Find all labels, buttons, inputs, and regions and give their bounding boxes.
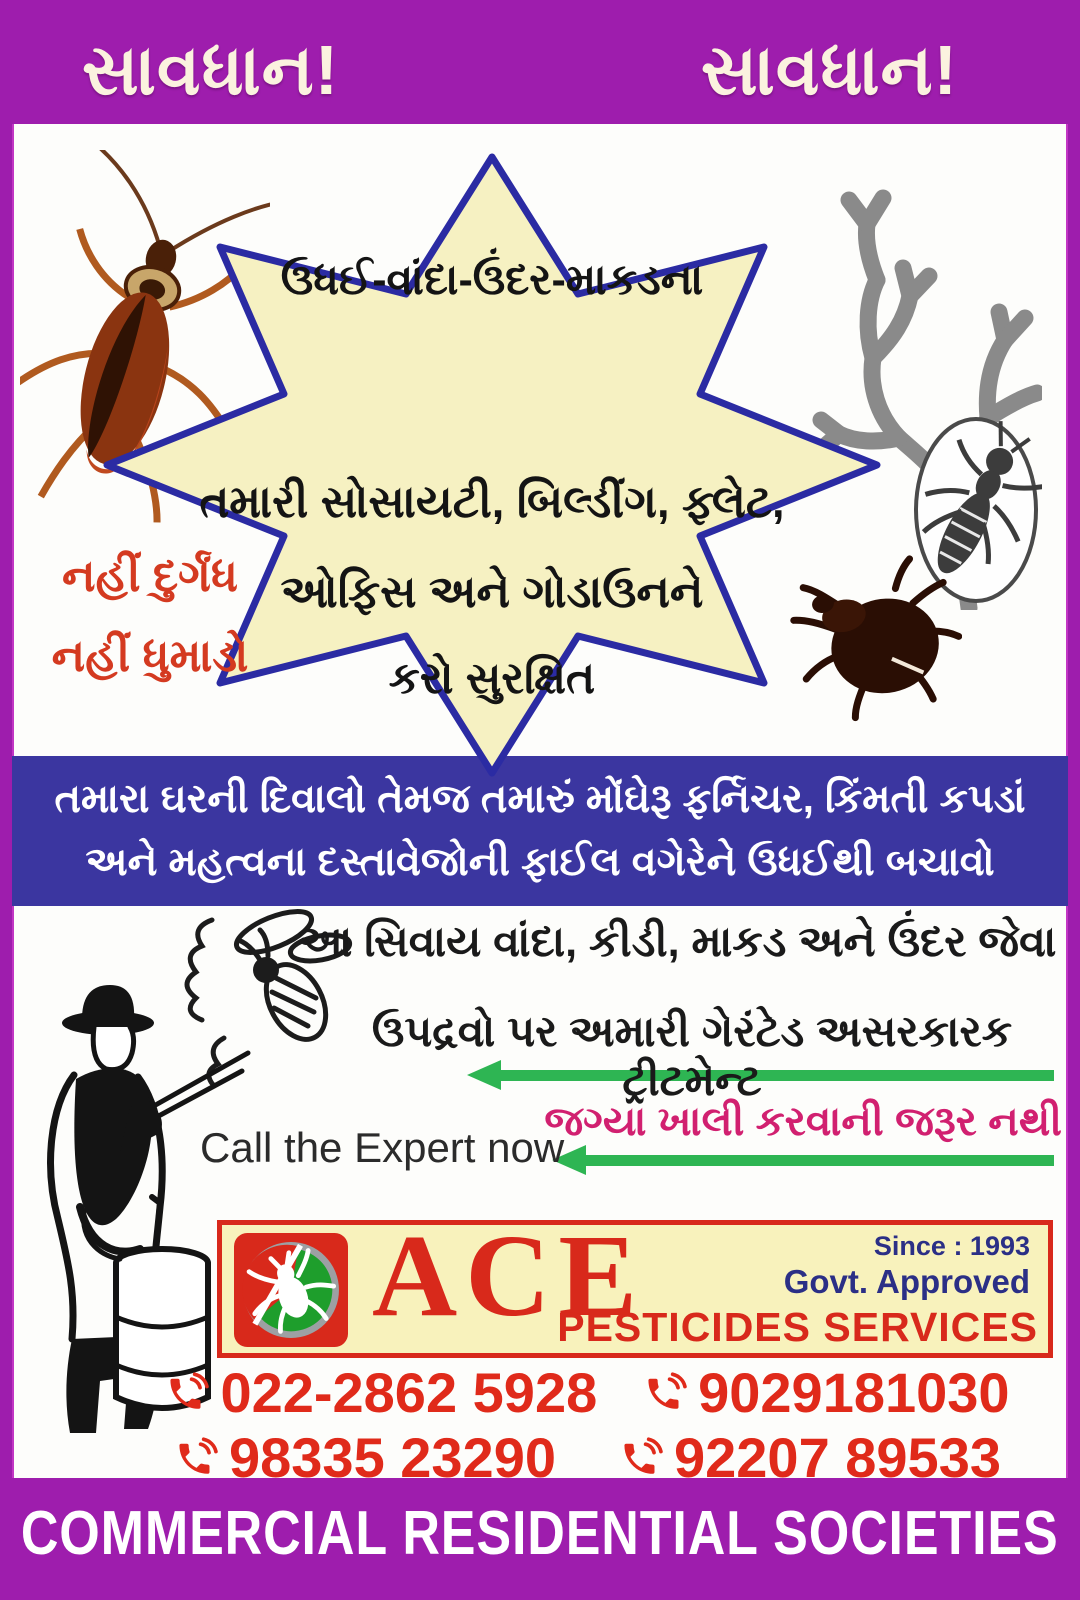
no-vacate-note: જગ્યા ખાલી કરવાની જરૂર નથી xyxy=(544,1098,1062,1144)
band-line-2: અને મહત્વના દસ્તાવેજોની ફાઈલ વગેરેને ઉધઈથી બચાવો xyxy=(85,839,995,884)
arrow-bar xyxy=(586,1155,1054,1166)
brand-services-label: PESTICIDES SERVICES xyxy=(557,1304,1038,1350)
star-line-protect: કરો સુરક્ષિત xyxy=(388,654,596,703)
phone-receiver-icon xyxy=(642,1370,688,1416)
brand-name: ACE xyxy=(372,1210,646,1341)
warning-text-left: સાવધાન! xyxy=(82,31,340,109)
phone-number: 92207 89533 xyxy=(673,1426,1001,1489)
footer-band xyxy=(12,1478,1068,1588)
bug-in-circle-icon xyxy=(234,1233,348,1347)
star-headline-pests: ઉધઈ-વાંદા-ઉંદર-માકડના xyxy=(280,256,704,304)
warning-text-right: સાવધાન! xyxy=(700,31,958,109)
call-expert-text: Call the Expert now xyxy=(200,1124,565,1171)
footer-text: COMMERCIAL RESIDENTIAL SOCIETIES xyxy=(21,1498,1059,1568)
phone-number: 98335 23290 xyxy=(228,1426,556,1489)
green-arrow-bottom xyxy=(552,1145,1054,1175)
phone-entry xyxy=(642,1360,1009,1425)
phone-row-2 xyxy=(142,1425,1032,1490)
phone-entry xyxy=(173,1425,556,1490)
guaranteed-treatment-line: ઉપદ્રવો પર અમારી ગેરંટેડ અસરકારક ટ્રીટમેન્ટ xyxy=(371,1008,1013,1105)
phone-number: 9029181030 xyxy=(698,1361,1010,1424)
brand-approved: Govt. Approved xyxy=(783,1263,1030,1300)
brand-since: Since : 1993 xyxy=(873,1231,1030,1261)
contact-numbers xyxy=(142,1360,1032,1488)
band-line-1: તમારા ઘરની દિવાલો તેમજ તમારું મોંઘેરૂ ફર્નિચર, કિંમતી કપડાં xyxy=(54,777,1026,822)
phone-receiver-icon xyxy=(618,1435,664,1481)
phone-receiver-icon xyxy=(164,1370,210,1416)
no-smoke-line: નહીં ધુમાડો xyxy=(51,630,249,681)
phone-entry xyxy=(618,1425,1001,1490)
brand-box xyxy=(217,1210,1053,1358)
phone-row-1 xyxy=(142,1360,1032,1425)
phone-receiver-icon xyxy=(173,1435,219,1481)
phone-entry xyxy=(164,1360,597,1425)
header-warning-band xyxy=(12,12,1068,124)
other-pests-line: આ સિવાય વાંદા, કીડી, માકડ અને ઉંદર જેવા xyxy=(297,918,1057,966)
star-line-society: તમારી સોસાયટી, બિલ્ડીંગ, ફ્લેટ, xyxy=(199,476,785,527)
star-line-office: ઓફિસ અને ગોડાઉનને xyxy=(280,566,704,617)
phone-number: 022-2862 5928 xyxy=(220,1361,598,1424)
no-smell-line: નહીં દુર્ગંધ xyxy=(62,550,238,601)
